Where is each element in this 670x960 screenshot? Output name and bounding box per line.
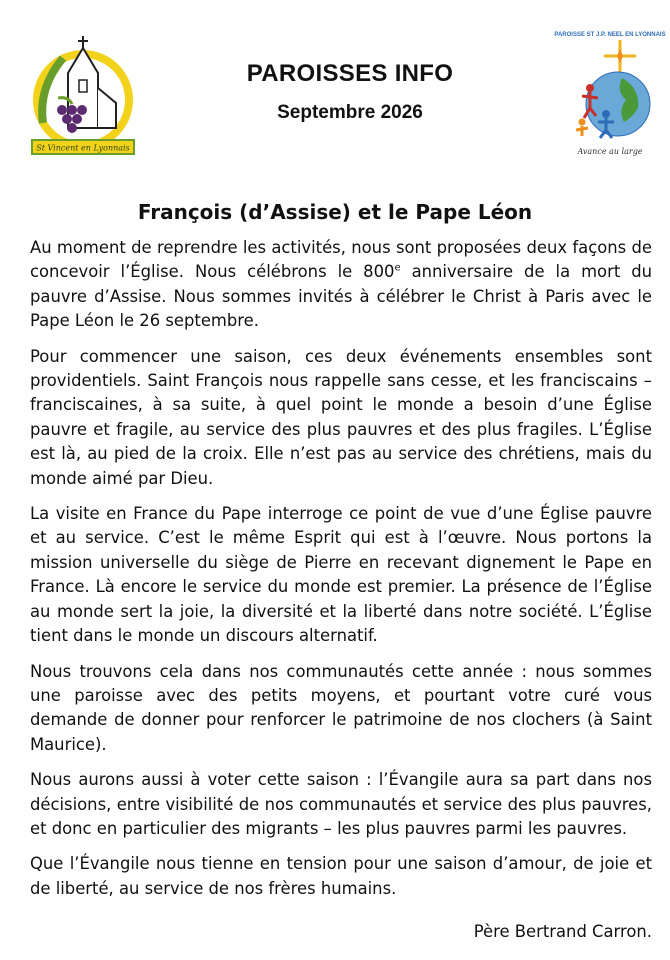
logo-right-top-text: PAROISSE ST J.P. NEEL EN LYONNAIS — [554, 32, 666, 38]
article-title: François (d’Assise) et le Pape Léon — [137, 200, 533, 224]
paragraph-4: Nous trouvons cela dans nos communautés cette année : nous sommes une paroisse avec des petits moyens, et pourtant votre curé vous demande de donner pour renforcer le patrimoine de nos clochers (à Saint Maurice). — [30, 661, 652, 754]
paragraph-5: Nous aurons aussi à voter cette saison : l’Évangile aura sa part dans nos décisions, entre visibilité de nos communautés et service des plus pauvres, et donc en particulier des migrants – les plus pauvres parmi les pauvres. — [30, 770, 652, 838]
parish-logo-right — [554, 22, 666, 162]
logo-left-text: St Vincent en Lyonnais — [36, 143, 130, 153]
paragraph-3: La visite en France du Pape interroge ce point de vue d’une Église pauvre et au service. C’est le même Esprit qui est à l’œuvre. Nous portons la mission universelle du siège de Pierre en recevant dignement le Pape en France. Là encore le service du monde est premier. La présence de l’Église au monde sert la joie, la diversité et la liberté dans notre société. L’Église tient dans le monde un discours alternatif. — [30, 504, 652, 646]
author-signature: Père Bertrand Carron. — [473, 922, 652, 941]
paragraph-6: Que l’Évangile nous tienne en tension pour une saison d’amour, de joie et de liberté, au service de nos frères humains. — [30, 854, 652, 898]
parish-logo-left — [28, 28, 138, 158]
article-body — [30, 236, 652, 912]
title-block — [180, 60, 520, 124]
issue-date: Septembre 2026 — [277, 102, 423, 123]
logo-right-bottom-text: Avance au large — [577, 147, 643, 156]
page-header — [0, 0, 670, 180]
paragraph-2: Pour commencer une saison, ces deux événements ensembles sont providentiels. Saint François nous rappelle sans cesse, et les franciscains – franciscaines, à sa suite, à quel point le monde a besoin d’une Église pauvre et fragile, au service des plus pauvres et des plus fragiles. L’Église est là, au pied de la croix. Elle n’est pas au service des chrétiens, mais du monde aimé par Dieu. — [30, 346, 652, 488]
page-title: PAROISSES INFO — [246, 60, 454, 87]
paragraph-1: Au moment de reprendre les activités, nous sont proposées deux façons de concevoir l’Église. Nous célébrons le 800e anniversaire de la mort du pauvre d’Assise. Nous sommes invités à célébrer le Christ à Paris avec le Pape Léon le 26 septembre. — [30, 238, 652, 331]
